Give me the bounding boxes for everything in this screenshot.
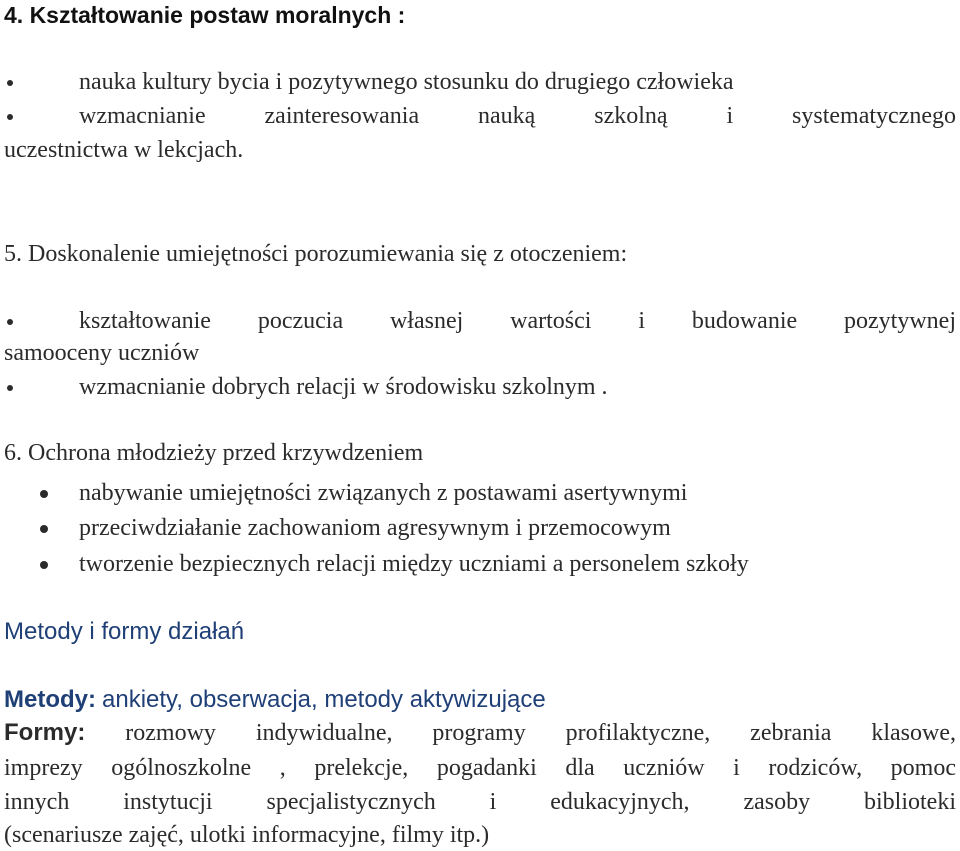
formy-line-2: imprezy ogólnoszkolne , prelekcje, pogadanki dla uczniów i rodziców, pomoc: [4, 755, 956, 781]
bullet-icon: [40, 525, 48, 533]
section-4-item-2-line-2: uczestnictwa w lekcjach.: [4, 137, 244, 163]
section-5-item-2: wzmacnianie dobrych relacji w środowisku szkolnym .: [79, 374, 608, 400]
section-5-heading: 5. Doskonalenie umiejętności porozumiewania się z otoczeniem:: [4, 241, 628, 267]
formy-line-1: [4, 717, 956, 749]
section-6-item-2: przeciwdziałanie zachowaniom agresywnym i przemocowym: [79, 515, 671, 541]
methods-heading: Metody i formy działań: [4, 618, 245, 645]
metody-text: ankiety, obserwacja, metody aktywizujące: [102, 686, 546, 713]
metody-line: [4, 684, 546, 716]
formy-line-3: innych instytucji specjalistycznych i edukacyjnych, zasoby biblioteki: [4, 789, 956, 815]
bullet-icon: [7, 319, 13, 325]
bullet-icon: [7, 385, 13, 391]
formy-label: Formy:: [4, 719, 86, 746]
formy-text-1: rozmowy indywidualne, programy profilaktyczne, zebrania klasowe,: [125, 720, 957, 746]
bullet-icon: [7, 80, 13, 86]
section-4-heading: 4. Kształtowanie postaw moralnych :: [4, 2, 406, 28]
bullet-icon: [40, 490, 48, 498]
section-6-heading: 6. Ochrona młodzieży przed krzywdzeniem: [4, 440, 424, 466]
formy-line-4: (scenariusze zajęć, ulotki informacyjne, filmy itp.): [4, 822, 490, 848]
metody-label: Metody:: [4, 686, 96, 713]
section-4-item-2-line-1: wzmacnianie zainteresowania nauką szkolną i systematycznego: [79, 103, 956, 129]
section-6-item-1: nabywanie umiejętności związanych z postawami asertywnymi: [79, 480, 688, 506]
bullet-icon: [7, 114, 13, 120]
section-4-item-1: nauka kultury bycia i pozytywnego stosunku do drugiego człowieka: [79, 69, 734, 95]
bullet-icon: [40, 561, 48, 569]
section-6-item-3: tworzenie bezpiecznych relacji między uczniami a personelem szkoły: [79, 551, 749, 577]
section-5-item-1-line-1: kształtowanie poczucia własnej wartości i budowanie pozytywnej: [79, 308, 956, 334]
section-5-item-1-line-2: samooceny uczniów: [4, 340, 200, 366]
